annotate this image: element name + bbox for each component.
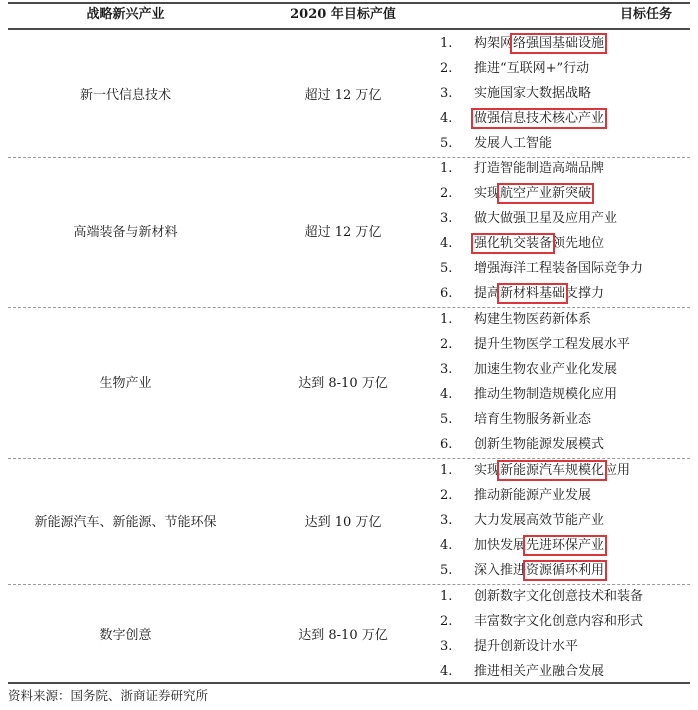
task-item — [440, 181, 690, 206]
row-divider — [8, 157, 690, 158]
task-text: 打造智能制造高端品牌 — [474, 161, 605, 176]
task-text: 深入推进 — [474, 563, 527, 578]
task-text: 推进“互联网+”行动 — [474, 61, 590, 76]
task-item — [440, 432, 690, 457]
task-text: 推进相关产业融合发展 — [474, 664, 605, 679]
task-text: 创新生物能源发展模式 — [474, 437, 605, 452]
sector-name: 高端装备与新材料 — [73, 225, 178, 240]
task-item — [440, 81, 690, 106]
task-number: 6. — [440, 286, 453, 301]
header-sector: 战略新兴产业 — [86, 7, 165, 22]
sector-name: 生物产业 — [99, 376, 152, 391]
task-number: 5. — [440, 261, 453, 276]
target-value: 超过 12 万亿 — [304, 225, 382, 240]
task-item — [440, 533, 690, 558]
task-number: 3. — [440, 362, 453, 377]
task-number: 4. — [440, 387, 453, 402]
task-text: 增强海洋工程装备国际竞争力 — [474, 261, 644, 276]
table-row-group — [8, 584, 690, 684]
task-number: 1. — [440, 312, 453, 327]
task-item — [440, 256, 690, 281]
highlighted-text: 新材料基础 — [500, 286, 566, 301]
task-number: 4. — [440, 111, 453, 126]
task-text: 提升创新设计水平 — [474, 639, 579, 654]
task-number: 1. — [440, 463, 453, 478]
highlighted-text: 做强信息技术核心产业 — [474, 111, 605, 126]
task-text: 实施国家大数据战略 — [474, 86, 592, 101]
task-item — [440, 307, 690, 332]
task-text: 加速生物农业产业化发展 — [474, 362, 618, 377]
sector-name: 新一代信息技术 — [79, 87, 171, 103]
task-number: 5. — [440, 563, 453, 578]
task-item — [440, 634, 690, 659]
task-number: 3. — [440, 211, 453, 226]
task-item — [440, 332, 690, 357]
task-text: 提升生物医学工程发展水平 — [474, 337, 631, 352]
task-item — [440, 584, 690, 609]
task-item — [440, 156, 690, 181]
bottom-rule — [8, 682, 690, 684]
highlighted-text: 新能源汽车规模化 — [500, 463, 605, 478]
task-item — [440, 458, 690, 483]
target-value: 达到 8-10 万亿 — [298, 628, 388, 643]
task-number: 5. — [440, 412, 453, 427]
task-text: 推动新能源产业发展 — [474, 488, 592, 503]
task-number: 5. — [440, 136, 453, 151]
task-item — [440, 281, 690, 306]
row-divider — [8, 458, 690, 459]
task-number: 4. — [440, 664, 453, 679]
task-text: 领先地位 — [552, 236, 605, 251]
task-text: 实现 — [474, 186, 501, 201]
task-text: 加快发展 — [474, 538, 527, 553]
task-item — [440, 382, 690, 407]
highlighted-text: 络强国基础设施 — [513, 36, 605, 51]
task-item — [440, 106, 690, 131]
task-item — [440, 558, 690, 583]
task-item — [440, 131, 690, 156]
task-text: 应用 — [604, 463, 631, 478]
table-row-group — [8, 458, 690, 583]
task-item — [440, 56, 690, 81]
task-number: 3. — [440, 86, 453, 101]
target-value: 超过 12 万亿 — [304, 87, 382, 103]
task-text: 大力发展高效节能产业 — [474, 513, 605, 528]
sector-name: 新能源汽车、新能源、节能环保 — [34, 514, 217, 530]
task-text: 发展人工智能 — [474, 136, 553, 151]
task-item — [440, 508, 690, 533]
task-number: 2. — [440, 337, 453, 352]
target-value: 达到 10 万亿 — [304, 514, 382, 530]
task-item — [440, 231, 690, 256]
task-number: 3. — [440, 639, 453, 654]
task-text: 构建生物医药新体系 — [474, 312, 592, 327]
task-text: 提高 — [474, 286, 501, 301]
task-text: 创新数字文化创意技术和装备 — [474, 589, 644, 604]
target-value: 达到 8-10 万亿 — [298, 376, 388, 391]
task-text: 培育生物服务新业态 — [474, 412, 592, 427]
highlighted-text: 强化轨交装备 — [474, 236, 553, 251]
task-text: 丰富数字文化创意内容和形式 — [474, 614, 644, 629]
task-number: 2. — [440, 488, 453, 503]
task-number: 1. — [440, 161, 453, 176]
highlighted-text: 资源循环利用 — [526, 563, 605, 578]
table-row-group — [8, 156, 690, 306]
task-text: 实现 — [474, 463, 501, 478]
task-number: 4. — [440, 236, 453, 251]
task-text: 支撑力 — [565, 286, 605, 301]
task-item — [440, 659, 690, 684]
table-row-group — [8, 31, 690, 156]
source-note: 资料来源：国务院、浙商证券研究所 — [8, 688, 209, 703]
task-number: 2. — [440, 61, 453, 76]
header-target-tasks: 目标任务 — [619, 7, 672, 22]
table-row-group — [8, 307, 690, 457]
task-item — [440, 407, 690, 432]
task-number: 1. — [440, 589, 453, 604]
row-divider — [8, 307, 690, 308]
header-rule — [8, 28, 690, 30]
task-text: 构架网 — [474, 36, 514, 51]
sector-name: 数字创意 — [99, 628, 152, 643]
row-divider — [8, 584, 690, 585]
task-item — [440, 483, 690, 508]
task-item — [440, 609, 690, 634]
task-number: 2. — [440, 186, 453, 201]
highlighted-text: 先进环保产业 — [526, 538, 605, 553]
task-number: 1. — [440, 36, 453, 51]
highlighted-text: 航空产业新突破 — [500, 186, 592, 201]
task-number: 3. — [440, 513, 453, 528]
task-number: 4. — [440, 538, 453, 553]
header-target-value: 2020 年目标产值 — [290, 7, 396, 22]
task-number: 2. — [440, 614, 453, 629]
task-number: 6. — [440, 437, 453, 452]
task-text: 推动生物制造规模化应用 — [474, 387, 618, 402]
task-item — [440, 31, 690, 56]
task-item — [440, 206, 690, 231]
task-item — [440, 357, 690, 382]
task-text: 做大做强卫星及应用产业 — [474, 211, 618, 226]
